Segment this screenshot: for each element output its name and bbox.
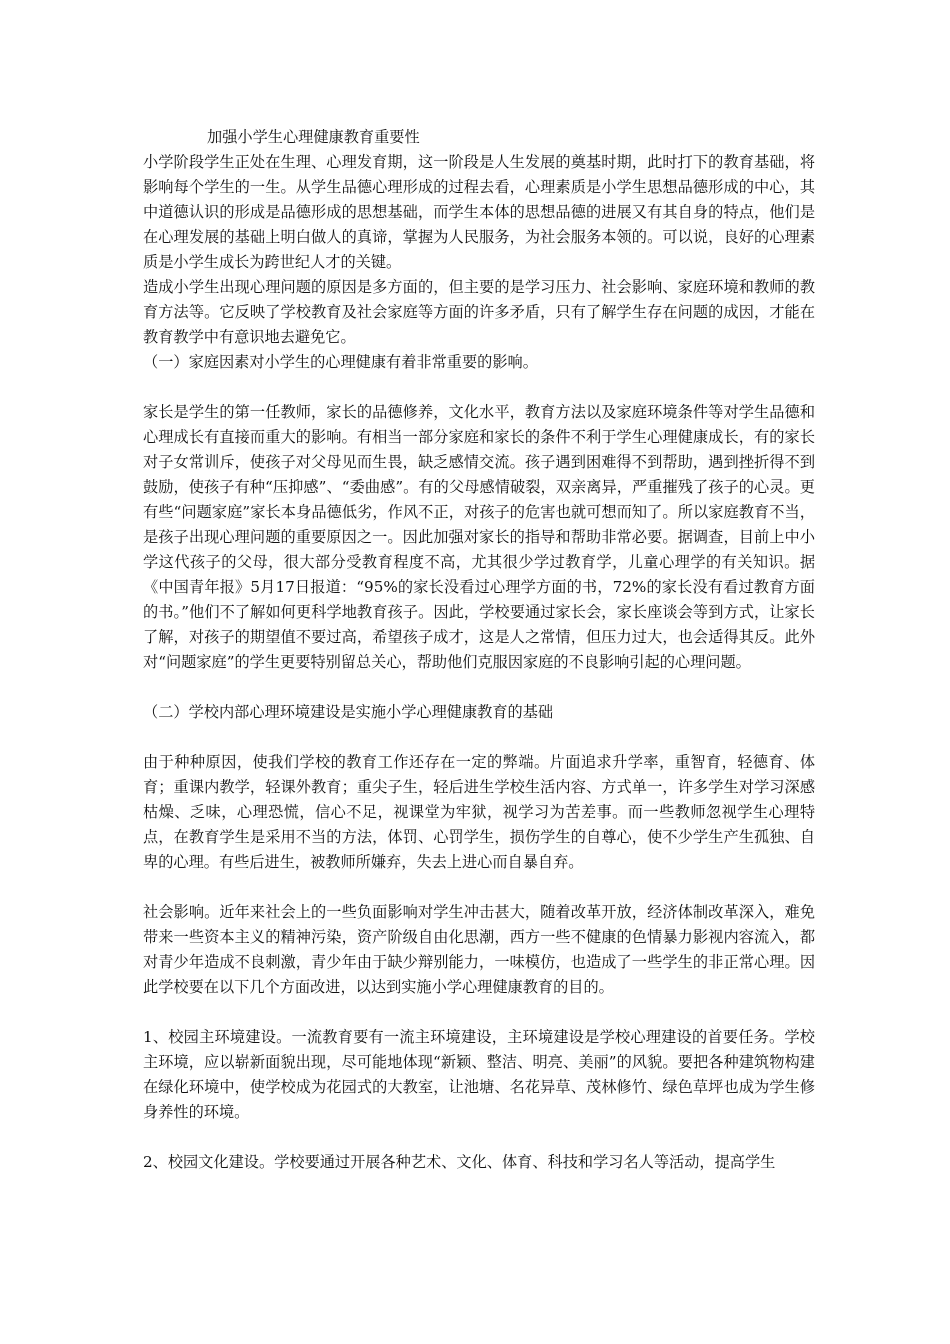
document-page	[143, 125, 815, 1175]
paragraph-society: 社会影响。近年来社会上的一些负面影响对学生冲击甚大，随着改革开放，经济体制改革深入，难免带来一些资本主义的精神污染，资产阶级自由化思潮，西方一些不健康的色情暴力影视内容流入，都对青少年造成不良刺激，青少年由于缺少辩别能力，一味模仿，也造成了一些学生的非正常心理。因此学校要在以下几个方面改进，以达到实施小学心理健康教育的目的。	[143, 903, 815, 996]
document-title: 加强小学生心理健康教育重要性	[207, 128, 420, 146]
paragraph-campus-culture: 2、校园文化建设。学校要通过开展各种艺术、文化、体育、科技和学习名人等活动，提高学生	[143, 1153, 776, 1171]
blank-line	[143, 725, 815, 750]
blank-line	[143, 675, 815, 700]
paragraph-school: 由于种种原因，使我们学校的教育工作还存在一定的弊端。片面追求升学率，重智育，轻德育、体育；重课内教学，轻课外教育；重尖子生，轻后进生学校生活内容、方式单一，许多学生对学习深感枯燥、乏味，心理恐慌，信心不足，视课堂为牢狱，视学习为苦差事。而一些教师忽视学生心理特点，在教育学生是采用不当的方法，体罚、心罚学生，损伤学生的自尊心，使不少学生产生孤独、自卑的心理。有些后进生，被教师所嫌弃，失去上进心而自暴自弃。	[143, 753, 815, 871]
paragraph-family: 家长是学生的第一任教师，家长的品德修养，文化水平，教育方法以及家庭环境条件等对学生品德和心理成长有直接而重大的影响。有相当一部分家庭和家长的条件不利于学生心理健康成长，有的家长对子女常训斥，使孩子对父母见而生畏，缺乏感情交流。孩子遇到困难得不到帮助，遇到挫折得不到鼓励，使孩子有种“压抑感”、“委曲感”。有的父母感情破裂，双亲离异，严重摧残了孩子的心灵。更有些“问题家庭”家长本身品德低劣，作风不正，对孩子的危害也就可想而知了。所以家庭教育不当，是孩子出现心理问题的重要原因之一。因此加强对家长的指导和帮助非常必要。据调查，目前上中小学这代孩子的父母，很大部分受教育程度不高，尤其很少学过教育学，儿童心理学的有关知识。据《中国青年报》5月17日报道：“95%的家长没看过心理学方面的书，72%的家长没有看过教育方面的书。”他们不了解如何更科学地教育孩子。因此，学校要通过家长会，家长座谈会等到方式，让家长了解，对孩子的期望值不要过高，希望孩子成才，这是人之常情，但压力过大，也会适得其反。此外对“问题家庭”的学生更要特别留总关心，帮助他们克服因家庭的不良影响引起的心理问题。	[143, 403, 815, 671]
paragraph-intro: 小学阶段学生正处在生理、心理发育期，这一阶段是人生发展的奠基时期，此时打下的教育基础，将影响每个学生的一生。从学生品德心理形成的过程去看，心理素质是小学生思想品德形成的中心，其中道德认识的形成是品德形成的思想基础，而学生本体的思想品德的进展又有其自身的特点，他们是在心理发展的基础上明白做人的真谛，掌握为人民服务，为社会服务本领的。可以说，良好的心理素质是小学生成长为跨世纪人才的关键。	[143, 153, 815, 271]
section-heading-school: （二）学校内部心理环境建设是实施小学心理健康教育的基础	[143, 703, 554, 721]
blank-line	[143, 875, 815, 900]
blank-line	[143, 375, 815, 400]
blank-line	[143, 1000, 815, 1025]
paragraph-causes: 造成小学生出现心理问题的原因是多方面的，但主要的是学习压力、社会影响、家庭环境和教师的教育方法等。它反映了学校教育及社会家庭等方面的许多矛盾，只有了解学生存在问题的成因，才能在教育教学中有意识地去避免它。	[143, 278, 815, 346]
section-heading-family: （一）家庭因素对小学生的心理健康有着非常重要的影响。	[143, 353, 538, 371]
blank-line	[143, 1125, 815, 1150]
paragraph-campus-environment: 1、校园主环境建设。一流教育要有一流主环境建设，主环境建设是学校心理建设的首要任务。学校主环境，应以崭新面貌出现，尽可能地体现“新颖、整洁、明亮、美丽”的风貌。要把各种建筑物构建在绿化环境中，使学校成为花园式的大教室，让池塘、名花异草、茂林修竹、绿色草坪也成为学生修身养性的环境。	[143, 1028, 815, 1121]
